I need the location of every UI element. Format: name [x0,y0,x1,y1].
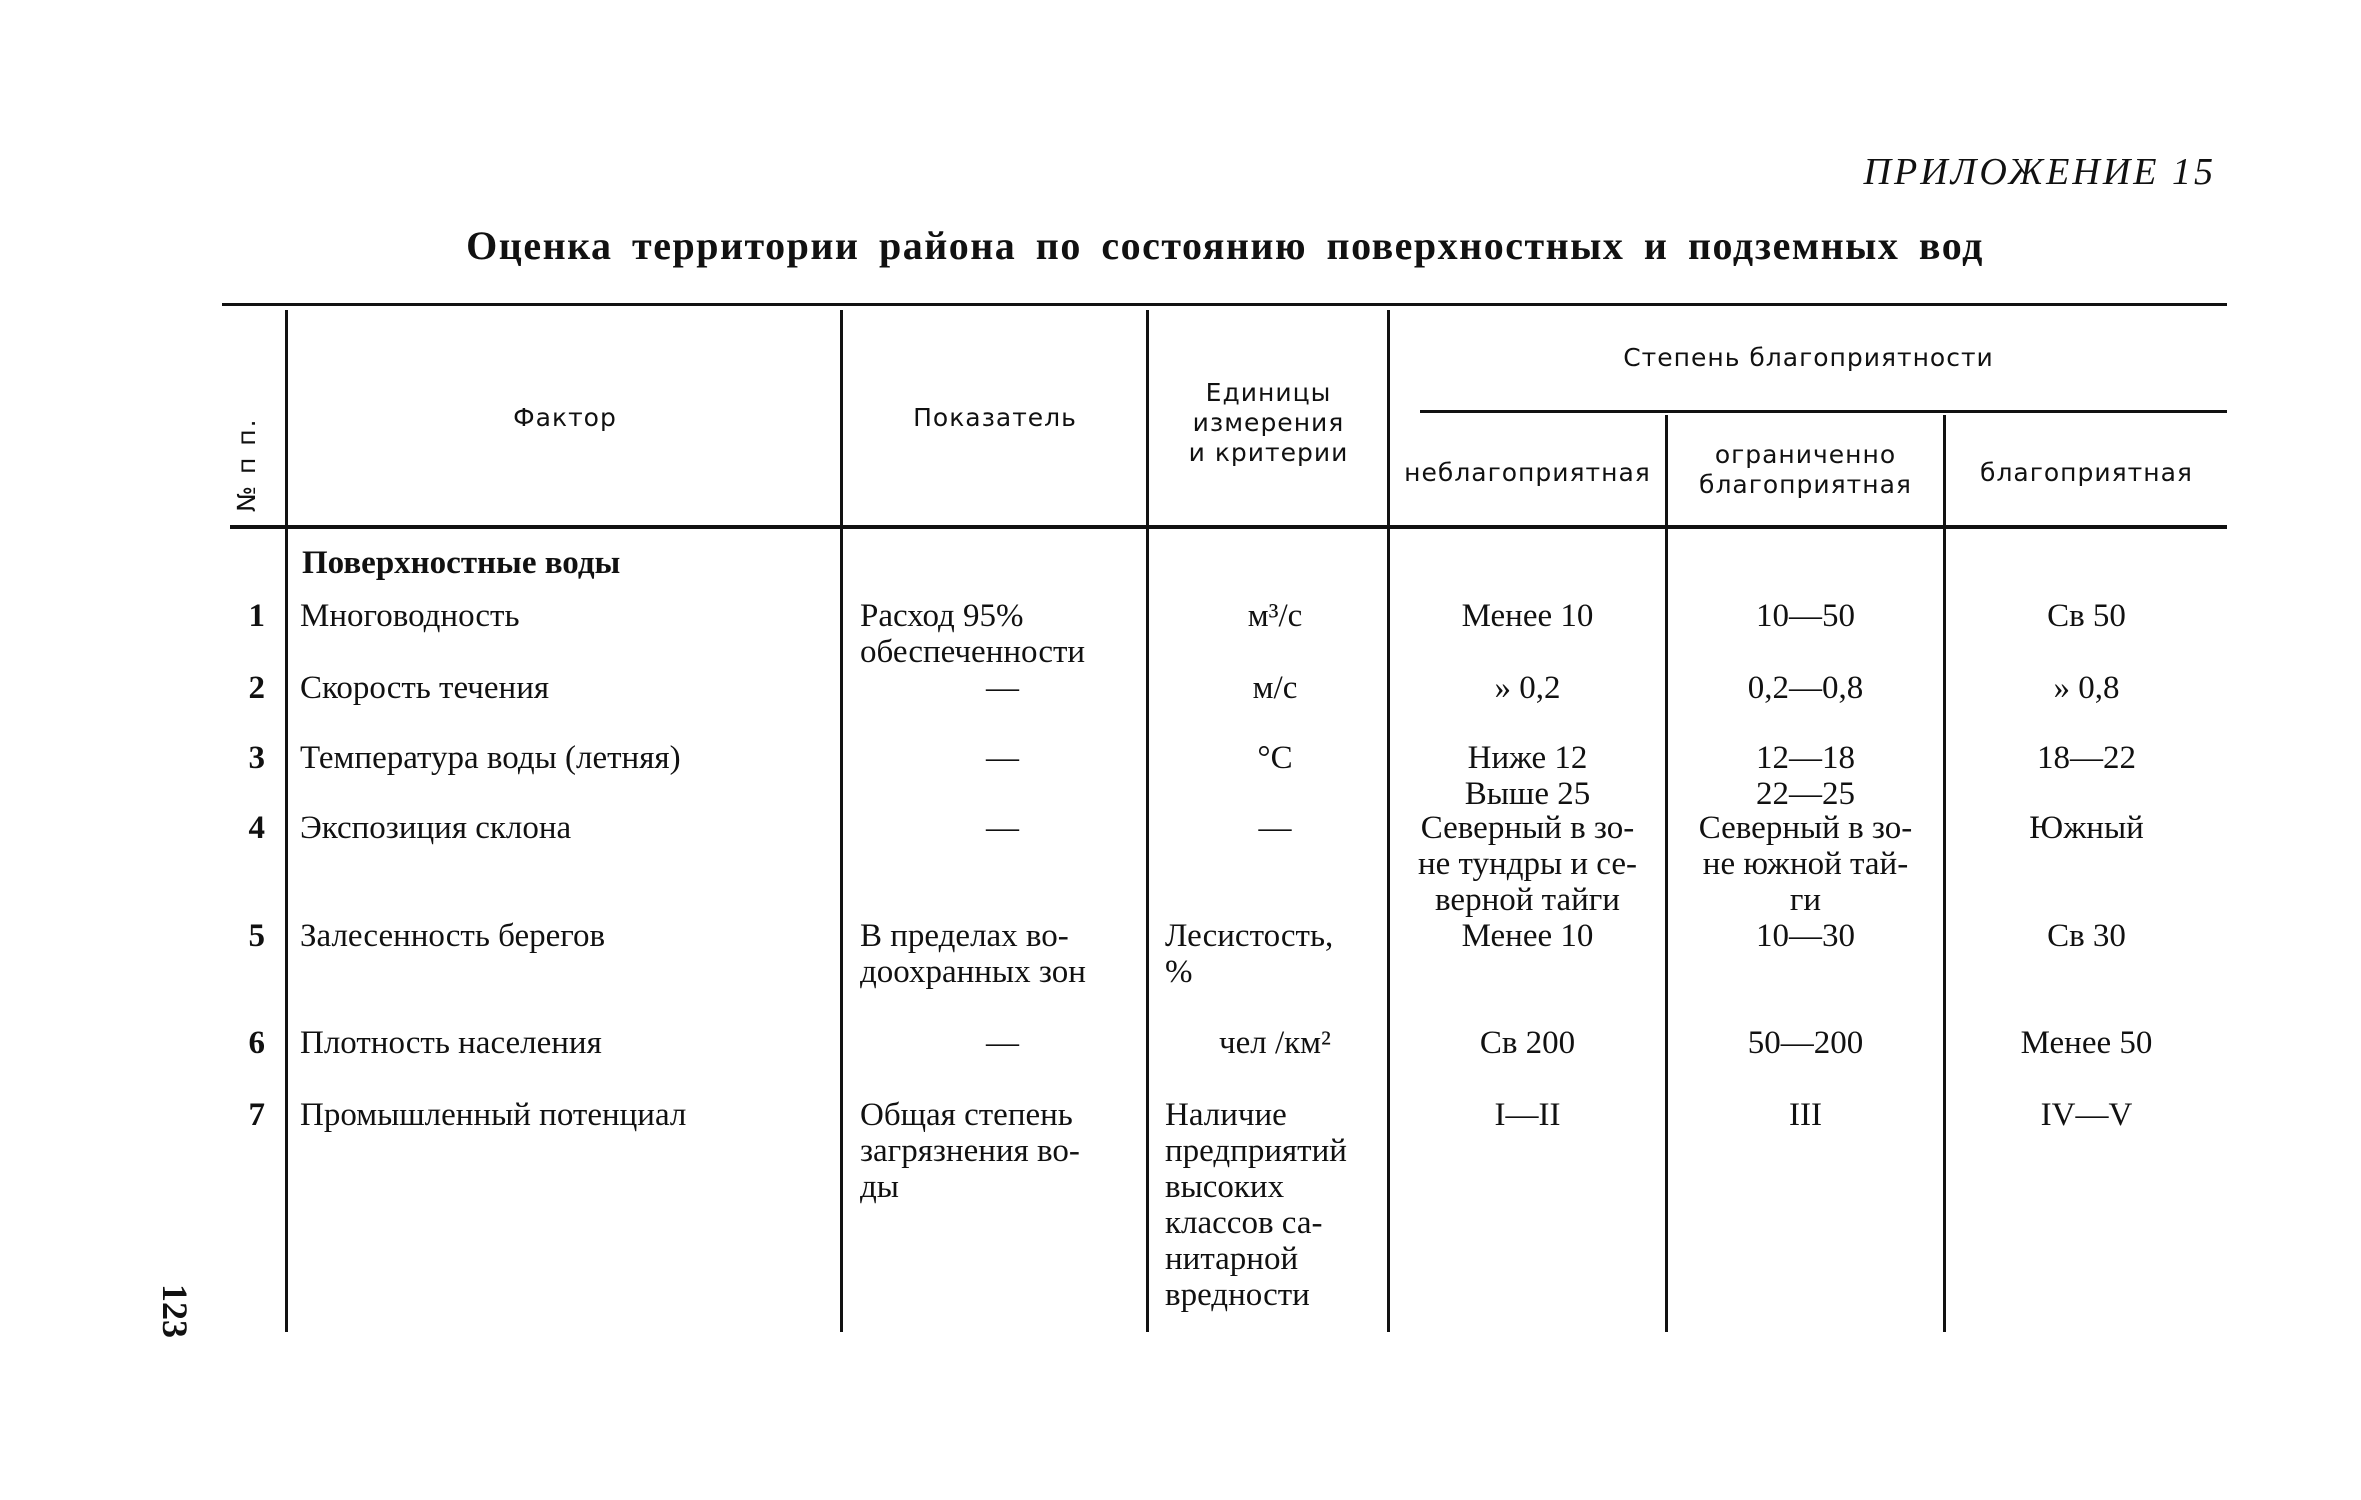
row-6-num [220,1025,265,1061]
row-7-ind-line: ды [860,1169,899,1205]
row-7-fav-line: IV—V [2040,1097,2133,1133]
row-6-factor [300,1025,830,1061]
row-1-lim [1668,598,1943,634]
row-1-fav-line: Св 50 [2047,598,2126,634]
row-6-unfav-line: Св 200 [1479,1025,1576,1061]
row-6-fav-line: Менее 50 [2020,1025,2153,1061]
row-1-num-line: 1 [248,598,265,634]
section-title: Поверхностные воды [302,545,621,581]
col-divider-2 [840,310,843,1332]
row-2-unfav [1390,670,1665,706]
row-5-ind-line: доохранных зон [860,954,1086,990]
row-6-unfav [1390,1025,1665,1061]
row-7-lim-line: III [1789,1097,1822,1133]
header-degree: Степень благоприятности [1623,343,1994,372]
row-2-unfav-line: » 0,2 [1494,670,1561,706]
row-5-num [220,918,265,954]
row-4-lim [1668,810,1943,918]
row-3-units-line: °С [1257,740,1293,776]
row-7-units-line: предприятий [1165,1133,1347,1169]
row-2-units [1165,670,1385,706]
row-7-ind-line: загрязнения во- [860,1133,1080,1169]
appendix-label: ПРИЛОЖЕНИЕ 15 [1863,151,2216,193]
row-4-lim-line: ги [1789,882,1822,918]
header-limited-line-1: ограниченно [1714,440,1897,469]
row-7-factor-line: Промышленный потенциал [300,1097,687,1133]
row-2-lim [1668,670,1943,706]
row-4-fav [1946,810,2227,846]
row-2-factor [300,670,830,706]
row-1-factor [300,598,830,634]
header-units-line-2: измерения [1192,408,1345,437]
row-4-lim-line: не южной тай- [1702,846,1909,882]
row-7-ind-line: Общая степень [860,1097,1073,1133]
row-3-lim-line: 22—25 [1756,776,1855,812]
row-6-ind [860,1025,1145,1061]
row-5-units-line: Лесистость, [1165,918,1334,954]
row-4-units-line: — [1258,810,1292,846]
row-7-units-line: вредности [1165,1277,1310,1313]
row-3-ind [860,740,1145,776]
row-5-fav-line: Св 30 [2047,918,2126,954]
row-5-fav [1946,918,2227,954]
col-divider-3 [1146,310,1149,1332]
row-1-factor-line: Многоводность [300,598,520,634]
header-favorable: благоприятная [1980,458,2193,487]
row-3-unfav-line: Ниже 12 [1467,740,1588,776]
col-divider-6 [1943,415,1946,1332]
row-4-units [1165,810,1385,846]
row-6-fav [1946,1025,2227,1061]
row-7-units-line: нитарной [1165,1241,1299,1277]
row-1-num [220,598,265,634]
row-4-unfav-line: не тундры и се- [1417,846,1637,882]
row-3-fav [1946,740,2227,776]
row-4-num-line: 4 [248,810,265,846]
row-7-fav [1946,1097,2227,1133]
row-4-num [220,810,265,846]
row-2-lim-line: 0,2—0,8 [1747,670,1864,706]
header-limited [1668,440,1943,500]
row-5-unfav [1390,918,1665,954]
header-units-line-1: Единицы [1205,378,1332,407]
row-3-fav-line: 18—22 [2037,740,2136,776]
row-3-unfav-line: Выше 25 [1464,776,1591,812]
row-2-units-line: м/с [1252,670,1298,706]
row-6-lim [1668,1025,1943,1061]
row-2-num [220,670,265,706]
row-4-fav-line: Южный [2029,810,2144,846]
row-4-factor-line: Экспозиция склона [300,810,572,846]
row-6-units [1165,1025,1385,1061]
row-1-ind [860,598,1145,670]
row-2-fav [1946,670,2227,706]
row-2-ind [860,670,1145,706]
row-4-lim-line: Северный в зо- [1698,810,1913,846]
row-5-factor [300,918,830,954]
col-divider-1 [285,310,288,1332]
row-6-ind-line: — [986,1025,1019,1061]
row-3-lim [1668,740,1943,812]
row-1-unfav [1390,598,1665,634]
row-7-unfav [1390,1097,1665,1133]
row-7-units [1165,1097,1385,1313]
row-3-factor [300,740,830,776]
header-units-line-3: и критерии [1188,438,1349,467]
row-5-factor-line: Залесенность берегов [300,918,606,954]
row-3-lim-line: 12—18 [1756,740,1855,776]
header-units [1150,378,1387,468]
row-7-units-line: классов са- [1165,1205,1323,1241]
header-unfavorable: неблагоприятная [1404,458,1651,487]
row-2-ind-line: — [986,670,1019,706]
row-6-units-line: чел /км² [1219,1025,1331,1061]
row-5-units [1165,918,1385,990]
header-bottom-rule [230,525,2227,529]
table-top-rule [222,303,2227,306]
row-4-ind-line: — [986,810,1019,846]
row-5-ind-line: В пределах во- [860,918,1069,954]
row-1-units-line: м³/с [1247,598,1303,634]
row-4-unfav [1390,810,1665,918]
row-7-units-line: Наличие [1165,1097,1287,1133]
row-6-num-line: 6 [248,1025,265,1061]
row-7-num [220,1097,265,1133]
header-number: № п п. [232,417,261,512]
page-title: Оценка территории района по состоянию поверхностных и подземных вод [466,223,1984,268]
row-1-fav [1946,598,2227,634]
header-factor: Фактор [513,403,617,432]
row-7-lim [1668,1097,1943,1133]
row-3-num-line: 3 [248,740,265,776]
row-3-num [220,740,265,776]
row-2-fav-line: » 0,8 [2053,670,2120,706]
row-4-unfav-line: Северный в зо- [1420,810,1635,846]
header-limited-line-2: благоприятная [1699,470,1912,499]
row-7-ind [860,1097,1145,1205]
row-1-ind-line: Расход 95% [860,598,1024,634]
header-indicator: Показатель [913,403,1077,432]
row-3-unfav [1390,740,1665,812]
row-7-unfav-line: I—II [1494,1097,1561,1133]
row-3-units [1165,740,1385,776]
row-4-factor [300,810,830,846]
row-6-lim-line: 50—200 [1747,1025,1864,1061]
row-1-unfav-line: Менее 10 [1461,598,1594,634]
row-6-factor-line: Плотность населения [300,1025,602,1061]
row-3-factor-line: Температура воды (летняя) [300,740,681,776]
row-7-units-line: высоких [1165,1169,1285,1205]
row-5-lim-line: 10—30 [1756,918,1855,954]
row-3-ind-line: — [986,740,1019,776]
row-7-factor [300,1097,830,1133]
row-5-unfav-line: Менее 10 [1461,918,1594,954]
row-5-units-line: % [1165,954,1193,990]
row-7-num-line: 7 [248,1097,265,1133]
row-2-num-line: 2 [248,670,265,706]
page-number: 123 [155,1284,195,1338]
degree-rule [1420,410,2227,413]
row-1-units [1165,598,1385,634]
row-4-unfav-line: верной тайги [1435,882,1620,918]
row-2-factor-line: Скорость течения [300,670,550,706]
row-5-num-line: 5 [248,918,265,954]
row-4-ind [860,810,1145,846]
row-1-ind-line: обеспеченности [860,634,1086,670]
row-5-ind [860,918,1145,990]
row-1-lim-line: 10—50 [1756,598,1855,634]
row-5-lim [1668,918,1943,954]
